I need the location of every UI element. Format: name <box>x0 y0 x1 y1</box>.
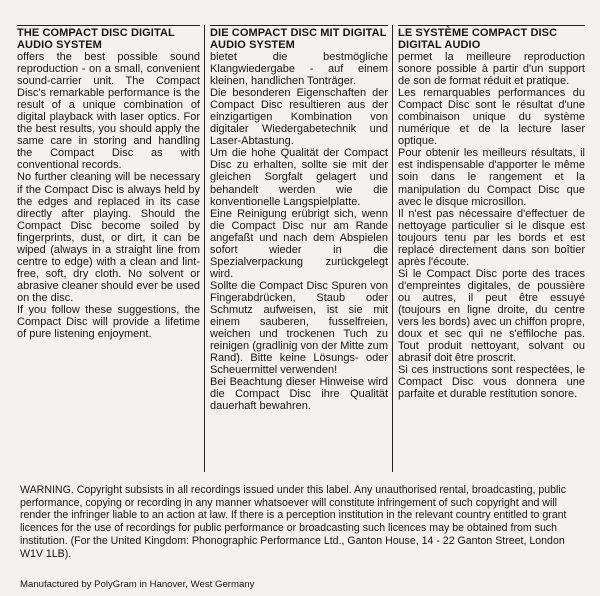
column-english <box>17 25 204 472</box>
manufacturer-note: Manufactured by PolyGram in Hanover, West Germany <box>20 579 255 590</box>
multilingual-columns <box>17 25 585 472</box>
paragraph: Eine Reinigung erübrigt sich, wenn die Compact Disc nur am Rande angefaßt und nach dem Abspielen sofort wieder in die Spezialverpackung zurückgelegt wird. <box>210 207 388 280</box>
column-heading-german: DIE COMPACT DISC MIT DIGITAL AUDIO SYSTEM <box>210 27 387 51</box>
paragraph: Die besonderen Eigenschaften der Compact Disc resultieren aus der einzigartigen Kombination von digitaler Wiedergabetechnik und Laser-Abtastung. <box>210 87 388 148</box>
paragraph: Les remarquables performances du Compact Disc sont le résultat d'une combinaison unique du système numérique et de la lecture laser optique. <box>398 87 585 148</box>
paragraph: No further cleaning will be necessary if the Compact Disc is always held by the edges and replaced in its case directly after playing. Should the Compact Disc become soiled by fingerprints, dust, or dirt, it can be wiped (always in a straight line from centre to edge) with a clean and lint-free, soft, dry cloth. No solvent or abrasive cleaner should ever be used on the disc. <box>17 171 200 304</box>
column-heading-french: LE SYSTÈME COMPACT DISC DIGITAL AUDIO <box>398 25 585 51</box>
paragraph: Bei Beachtung dieser Hinweise wird die Compact Disc ihre Qualität dauerhaft bewahren. <box>210 376 388 413</box>
column-heading-english: THE COMPACT DISC DIGITAL AUDIO SYSTEM <box>17 25 200 51</box>
paragraph: permet la meilleure reproduction sonore possible à partir d'un support de son de format réduit et pratique. <box>398 51 585 88</box>
column-french <box>392 25 585 472</box>
paragraph: bietet die bestmögliche Klangwiedergabe - auf einem kleinen, handlichen Tonträger. <box>210 51 388 88</box>
paragraph: Il n'est pas nécessaire d'effectuer de nettoyage particulier si le disque est toujours tenu par les bords et est replacé directement dans son boîtier après l'écoute. <box>398 207 585 268</box>
paragraph: Sollte die Compact Disc Spuren von Fingerabdrücken, Staub oder Schmutz aufweisen, ist sie mit einem sauberen, fusselfreien, weichen und trockenen Tuch zu reinigen (gradlinig von der Mitte zum Rand). Bitte keine Lösungs- oder Scheuermittel verwenden! <box>210 279 388 377</box>
paragraph: Si ces instructions sont respectées, le Compact Disc vous donnera une parfaite et durable restitution sonore. <box>398 364 585 401</box>
paragraph: Pour obtenir les meilleurs résultats, il est indispensable d'apporter le même soin dans le rangement et la manipulation du Compact Disc que avec le disque microsillon. <box>398 147 585 208</box>
column-german <box>204 25 392 472</box>
copyright-warning: WARNING. Copyright subsists in all recordings issued under this label. Any unauthorised rental, broadcasting, public performance, copying or recording in any manner whatsoever will constitute infringement of such copyright and will render the infringer liable to an action at law. If there is a perception institution in the relevant country entitled to grant licences for the use of recordings for public performance or broadcasting such licences may be obtained from such institution. (For the United Kingdom: Phonographic Performance Ltd., Ganton House, 14 - 22 Ganton Street, London W1V 1LB). <box>20 484 567 560</box>
paragraph: Si le Compact Disc porte des traces d'empreintes digitales, de poussière ou autres, il peut être essuyé (toujours en ligne droite, du centre vers les bords) avec un chiffon propre, doux et sec qui ne s'effiloche pas. Tout produit nettoyant, solvant ou abrasif doit être proscrit. <box>398 267 585 365</box>
paragraph: offers the best possible sound reproduction - on a small, convenient sound-carrier unit. The Compact Disc's remarkable performance is the result of a unique combination of digital playback with laser optics. For the best results, you should apply the same care in storing and handling the Compact Disc as with conventional records. <box>17 51 200 172</box>
paragraph: If you follow these suggestions, the Compact Disc will provide a lifetime of pure listening enjoyment. <box>17 303 200 341</box>
paragraph: Um die hohe Qualität der Compact Disc zu erhalten, sollte sie mit der gleichen Sorgfalt gelagert und behandelt werden wie die konventionelle Langspielplatte. <box>210 147 388 208</box>
